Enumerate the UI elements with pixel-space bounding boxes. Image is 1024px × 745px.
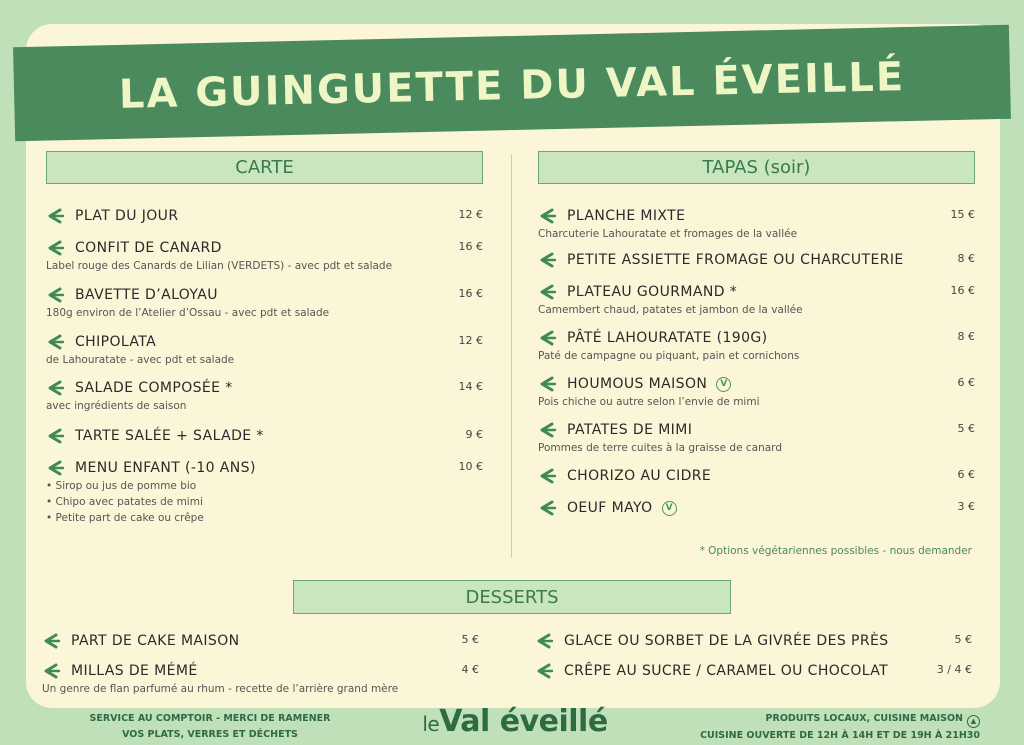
item-price: 5 € xyxy=(954,633,972,646)
item-name: HOUMOUS MAISON xyxy=(567,376,708,392)
item-description: Pois chiche ou autre selon l’envie de mimi xyxy=(538,396,760,408)
menu-item xyxy=(535,661,972,681)
location-pin-icon: ▲ xyxy=(967,715,980,728)
item-name: BAVETTE D’ALOYAU xyxy=(75,287,218,303)
page-title: LA GUINGUETTE DU VAL ÉVEILLÉ xyxy=(118,54,906,118)
item-description-line: • Chipo avec patates de mimi xyxy=(46,496,203,508)
logo xyxy=(420,704,610,739)
arrow-icon xyxy=(46,460,66,476)
vegetarian-icon: V xyxy=(662,501,677,516)
item-name: PETITE ASSIETTE FROMAGE OU CHARCUTERIE xyxy=(567,252,904,268)
arrow-icon xyxy=(538,284,558,300)
menu-item xyxy=(538,498,975,518)
item-description: Camembert chaud, patates et jambon de la vallée xyxy=(538,304,803,316)
arrow-icon xyxy=(46,240,66,256)
arrow-icon xyxy=(46,428,66,444)
arrow-icon xyxy=(538,208,558,224)
item-description: 180g environ de l’Atelier d’Ossau - avec pdt et salade xyxy=(46,307,330,319)
item-name: OEUF MAYO xyxy=(567,500,653,516)
arrow-icon xyxy=(538,330,558,346)
arrow-icon xyxy=(538,252,558,268)
item-price: 4 € xyxy=(461,663,479,676)
footer-hours-info xyxy=(640,711,980,744)
item-price: 15 € xyxy=(950,208,975,221)
item-name: TARTE SALÉE + SALADE * xyxy=(75,428,264,444)
item-description-line: • Sirop ou jus de pomme bio xyxy=(46,480,197,492)
logo-main: Val éveillé xyxy=(439,704,608,739)
item-description: Charcuterie Lahouratate et fromages de la vallée xyxy=(538,228,798,240)
menu-item xyxy=(538,466,975,486)
item-price: 9 € xyxy=(465,428,483,441)
footer-right-line1: PRODUITS LOCAUX, CUISINE MAISON xyxy=(765,713,963,724)
column-divider xyxy=(511,154,512,558)
arrow-icon xyxy=(46,287,66,303)
item-name: PLANCHE MIXTE xyxy=(567,208,686,224)
menu-item xyxy=(42,661,479,697)
vegetarian-note: * Options végétariennes possibles - nous demander xyxy=(699,545,972,557)
arrow-icon xyxy=(538,468,558,484)
item-description-line: • Petite part de cake ou crêpe xyxy=(46,512,204,524)
footer-left-line2: VOS PLATS, VERRES ET DÉCHETS xyxy=(122,729,298,740)
arrow-icon xyxy=(46,380,66,396)
item-name: PART DE CAKE MAISON xyxy=(71,633,240,649)
item-name: MENU ENFANT (-10 ANS) xyxy=(75,460,256,476)
item-name: CHORIZO AU CIDRE xyxy=(567,468,712,484)
item-name: PLAT DU JOUR xyxy=(75,208,179,224)
item-price: 12 € xyxy=(458,208,483,221)
menu-item xyxy=(46,238,483,274)
desserts-heading: DESSERTS xyxy=(293,580,731,614)
item-description: de Lahouratate - avec pdt et salade xyxy=(46,354,235,366)
arrow-icon xyxy=(46,208,66,224)
menu-item xyxy=(46,206,483,226)
menu-item xyxy=(538,420,975,456)
menu-item xyxy=(538,328,975,364)
item-description: Un genre de flan parfumé au rhum - recette de l’arrière grand mère xyxy=(42,683,399,695)
item-description: Label rouge des Canards de Lilian (VERDETS) - avec pdt et salade xyxy=(46,260,393,272)
item-description: avec ingrédients de saison xyxy=(46,400,187,412)
item-price: 3 / 4 € xyxy=(936,663,972,676)
menu-item xyxy=(538,206,975,242)
tapas-heading: TAPAS (soir) xyxy=(538,151,975,184)
item-price: 8 € xyxy=(957,252,975,265)
menu-item xyxy=(46,332,483,368)
menu-item xyxy=(538,374,975,410)
arrow-icon xyxy=(538,500,558,516)
item-price: 12 € xyxy=(458,334,483,347)
menu-item xyxy=(46,458,483,526)
menu-item xyxy=(538,282,975,318)
item-name: CRÊPE AU SUCRE / CARAMEL OU CHOCOLAT xyxy=(564,663,889,679)
item-price: 14 € xyxy=(458,380,483,393)
item-price: 5 € xyxy=(957,422,975,435)
arrow-icon xyxy=(535,633,555,649)
arrow-icon xyxy=(42,663,62,679)
item-price: 16 € xyxy=(458,287,483,300)
footer-left-line1: SERVICE AU COMPTOIR - MERCI DE RAMENER xyxy=(89,713,331,724)
menu-item xyxy=(46,285,483,321)
item-price: 3 € xyxy=(957,500,975,513)
item-description: Paté de campagne ou piquant, pain et cornichons xyxy=(538,350,800,362)
item-price: 6 € xyxy=(957,468,975,481)
vegetarian-icon: V xyxy=(716,377,731,392)
item-description: Pommes de terre cuites à la graisse de canard xyxy=(538,442,782,454)
menu-item xyxy=(538,250,975,270)
item-name: SALADE COMPOSÉE * xyxy=(75,380,233,396)
menu-item xyxy=(46,426,483,446)
carte-heading: CARTE xyxy=(46,151,483,184)
menu-item xyxy=(535,631,972,651)
item-name: CONFIT DE CANARD xyxy=(75,240,222,256)
arrow-icon xyxy=(46,334,66,350)
footer-service-info xyxy=(70,711,350,743)
item-price: 10 € xyxy=(458,460,483,473)
item-price: 6 € xyxy=(957,376,975,389)
arrow-icon xyxy=(538,376,558,392)
item-price: 16 € xyxy=(458,240,483,253)
item-name: CHIPOLATA xyxy=(75,334,157,350)
item-name: GLACE OU SORBET DE LA GIVRÉE DES PRÈS xyxy=(564,633,889,649)
item-name: MILLAS DE MÉMÉ xyxy=(71,663,198,679)
arrow-icon xyxy=(535,663,555,679)
footer-right-line2: CUISINE OUVERTE DE 12H À 14H ET DE 19H À 21H30 xyxy=(700,729,980,741)
item-price: 8 € xyxy=(957,330,975,343)
logo-prefix: le xyxy=(422,712,440,736)
item-name: PLATEAU GOURMAND * xyxy=(567,284,738,300)
item-name: PATATES DE MIMI xyxy=(567,422,693,438)
menu-item xyxy=(42,631,479,651)
item-name: PÂTÉ LAHOURATATE (190G) xyxy=(567,330,768,346)
arrow-icon xyxy=(538,422,558,438)
menu-item xyxy=(46,378,483,414)
arrow-icon xyxy=(42,633,62,649)
item-price: 5 € xyxy=(461,633,479,646)
item-price: 16 € xyxy=(950,284,975,297)
